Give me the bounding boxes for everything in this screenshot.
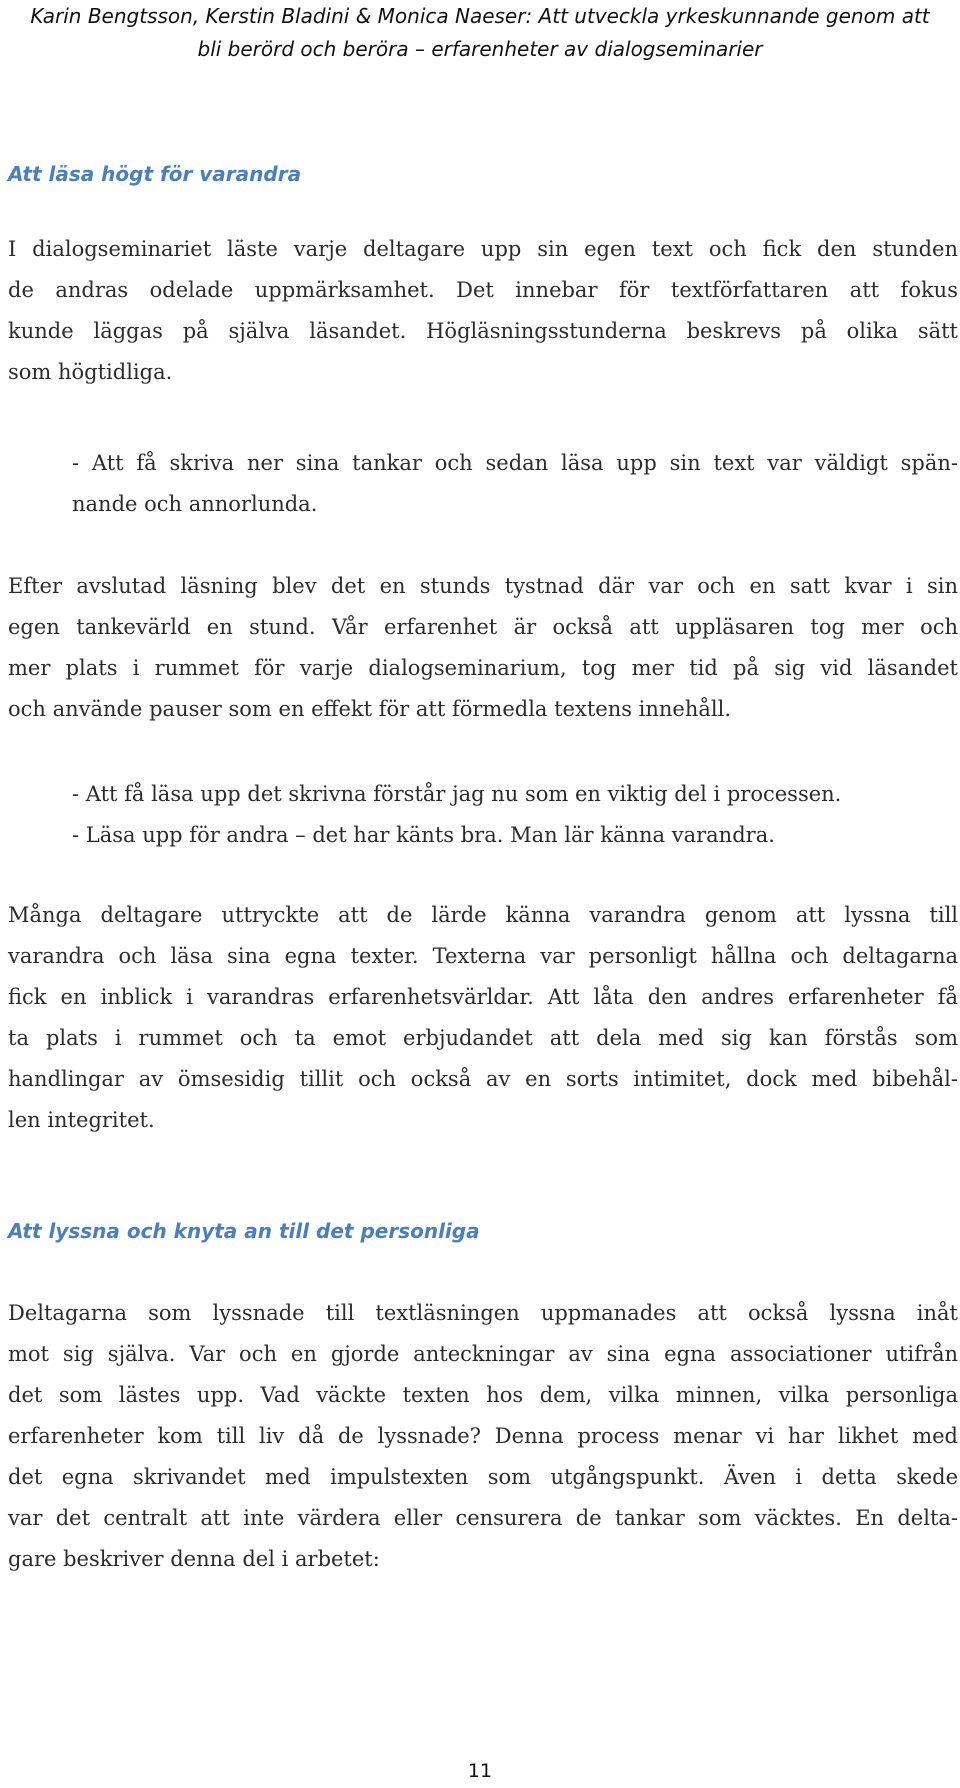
header-line-1: Karin Bengtsson, Kerstin Bladini & Monica Naeser: Att utveckla yrkeskunnande genom att [30,4,930,28]
text-line: det som lästes upp. Vad väckte texten hos dem, vilka minnen, vilka personliga [8,1383,958,1407]
paragraph-silence-after-reading [8,566,958,730]
paragraph-getting-to-know-each-other [8,895,958,1141]
text-line: Många deltagare uttryckte att de lärde känna varandra genom att lyssna till [8,903,958,927]
participant-quote-2 [72,774,958,856]
section-heading-listening: Att lyssna och knyta an till det personliga [8,1219,480,1243]
text-line: mot sig själva. Var och en gjorde anteckningar av sina egna associationer utifrån [8,1342,958,1366]
text-line: ta plats i rummet och ta emot erbjudandet att dela med sig kan förstås som [8,1026,958,1050]
text-line: I dialogseminariet läste varje deltagare upp sin egen text och fick den stunden [8,237,958,261]
text-line: det egna skrivandet med impulstexten som utgångspunkt. Även i detta skede [8,1465,958,1489]
text-line: som högtidliga. [8,360,173,384]
text-line: mer plats i rummet för varje dialogseminarium, tog mer tid på sig vid läsandet [8,656,958,680]
text-line: handlingar av ömsesidig tillit och också av en sorts intimitet, dock med bibehål- [8,1067,958,1091]
text-line: fick en inblick i varandras erfarenhetsvärldar. Att låta den andres erfarenheter få [8,985,958,1009]
page-number: 11 [467,1760,493,1782]
text-line: Efter avslutad läsning blev det en stunds tystnad där var och en satt kvar i sin [8,574,958,598]
text-line: len integritet. [8,1108,155,1132]
text-line: kunde läggas på själva läsandet. Högläsningsstunderna beskrevs på olika sätt [8,319,958,343]
participant-quote-1 [72,443,958,525]
quote-line: - Läsa upp för andra – det har känts bra. Man lär känna varandra. [72,823,775,847]
text-line: gare beskriver denna del i arbetet: [8,1547,380,1571]
text-line: varandra och läsa sina egna texter. Texterna var personligt hållna och deltagarna [8,944,958,968]
running-header [8,0,952,66]
quote-line: - Att få skriva ner sina tankar och sedan läsa upp sin text var väldigt spän- [72,451,958,475]
text-line: och använde pauser som en effekt för att förmedla textens innehåll. [8,697,732,721]
paragraph-reading-aloud-intro [8,229,958,393]
quote-line: nande och annorlunda. [72,492,318,516]
header-line-2: bli berörd och beröra – erfarenheter av dialogseminarier [197,37,763,61]
quote-line: - Att få läsa upp det skrivna förstår jag nu som en viktig del i processen. [72,782,842,806]
text-line: egen tankevärld en stund. Vår erfarenhet är också att uppläsaren tog mer och [8,615,958,639]
text-line: Deltagarna som lyssnade till textläsningen uppmanades att också lyssna inåt [8,1301,958,1325]
text-line: var det centralt att inte värdera eller censurera de tankar som väcktes. En delta- [8,1506,958,1530]
text-line: de andras odelade uppmärksamhet. Det innebar för textförfattaren att fokus [8,278,958,302]
paragraph-listening-inward [8,1293,958,1580]
text-line: erfarenheter kom till liv då de lyssnade? Denna process menar vi har likhet med [8,1424,958,1448]
section-heading-reading-aloud: Att läsa högt för varandra [8,162,302,186]
